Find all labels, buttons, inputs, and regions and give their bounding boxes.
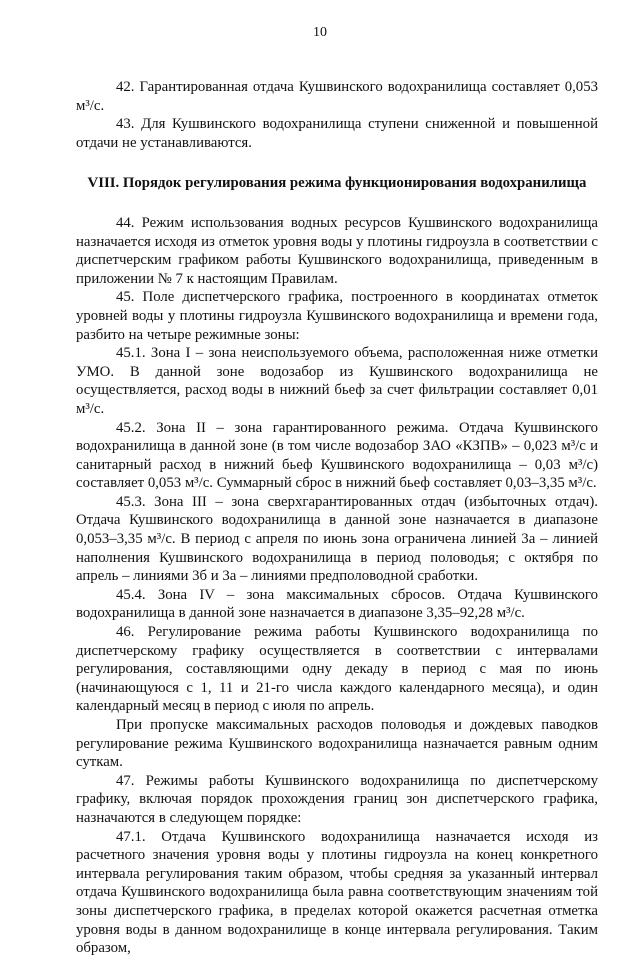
paragraph-45-3: 45.3. Зона III – зона сверхгарантированных отдач (избыточных отдач). Отдача Кушвинского водохранилища в данной зоне назначается в диапазоне 0,053–3,35 м³/с. В период с апреля по июнь зона ограничена линией 3а – линией наполнения Кушвинского водохранилища в период половодья; с октября по апрель – линиями 3б и 3а – линиями предполоводной сработки. (76, 493, 598, 585)
paragraph-45: 45. Поле диспетчерского графика, построенного в координатах отметок уровней воды у плотины гидроузла Кушвинского водохранилища и времени года, разбито на четыре режимные зоны: (76, 289, 598, 343)
section-heading: VIII. Порядок регулирования режима функционирования водохранилища (87, 175, 587, 192)
paragraph-43: 43. Для Кушвинского водохранилища ступени сниженной и повышенной отдачи не устанавливаются. (76, 116, 598, 151)
document-body (76, 78, 598, 958)
paragraph-45-1: 45.1. Зона I – зона неиспользуемого объема, расположенная ниже отметки УМО. В данной зоне водозабор из Кушвинского водохранилища не осуществляется, расход воды в нижний бьеф за счет фильтрации составляет 0,01 м³/с. (76, 345, 598, 417)
paragraph-47-1: 47.1. Отдача Кушвинского водохранилища назначается исходя из расчетного значения уровня воды у плотины гидроузла на конец конкретного интервала регулирования таким образом, чтобы средняя за указанный интервал отдача Кушвинского водохранилища была равна соответствующим значениям той зоны диспетчерского графика, в пределах которой окажется расчетная отметка уровня воды в данном водохранилище в конце интервала регулирования. Таким образом, (76, 828, 598, 957)
paragraph-45-2: 45.2. Зона II – зона гарантированного режима. Отдача Кушвинского водохранилища в данной зоне (в том числе водозабор ЗАО «КЗПВ» – 0,023 м³/с и санитарный расход в нижний бьеф Кушвинского водохранилища – 0,03 м³/с) составляет 0,053 м³/с. Суммарный сброс в нижний бьеф составляет 0,03–3,35 м³/с. (76, 419, 598, 492)
paragraph-42: 42. Гарантированная отдача Кушвинского водохранилища составляет 0,053 м³/с. (76, 79, 598, 114)
paragraph-44: 44. Режим использования водных ресурсов Кушвинского водохранилища назначается исходя из отметок уровня воды у плотины гидроузла в соответствии с диспетчерским графиком работы Кушвинского водохранилища, приведенным в приложении № 7 к настоящим Правилам. (76, 214, 598, 287)
page-number: 10 (313, 25, 327, 40)
paragraph-47: 47. Режимы работы Кушвинского водохранилища по диспетчерскому графику, включая порядок прохождения границ зон диспетчерского графика, назначаются в следующем порядке: (76, 772, 598, 826)
paragraph-45-4: 45.4. Зона IV – зона максимальных сбросов. Отдача Кушвинского водохранилища в данной зоне назначается в диапазоне 3,35–92,28 м³/с. (76, 586, 598, 622)
paragraph-46-note: При пропуске максимальных расходов половодья и дождевых паводков регулирование режима Кушвинского водохранилища назначается равным одним суткам. (76, 717, 598, 771)
paragraph-46: 46. Регулирование режима работы Кушвинского водохранилища по диспетчерскому графику осуществляется в соответствии с интервалами регулирования, составляющими одну декаду в период с мая по июнь (начинающуюся с 1, 11 и 21-го числа каждого календарного месяца), и один календарный месяц в период с июля по апрель. (76, 624, 598, 715)
